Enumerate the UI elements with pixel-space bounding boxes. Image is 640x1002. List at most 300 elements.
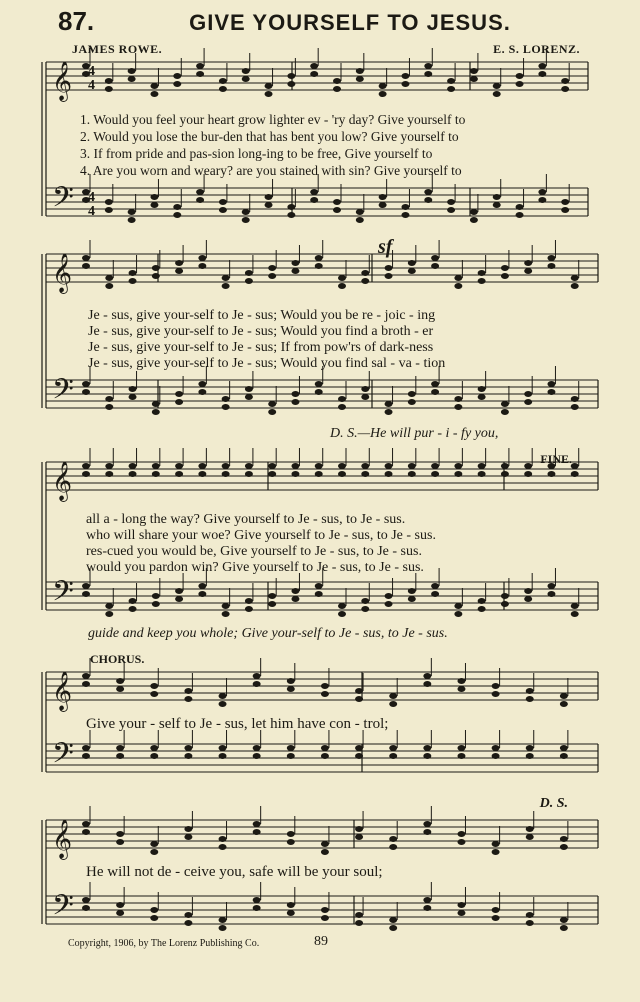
treble-note [245, 278, 253, 284]
treble-note [361, 463, 369, 469]
treble-note [478, 270, 486, 276]
bass-note [150, 907, 158, 913]
treble-note [287, 831, 295, 837]
bass-note [184, 912, 192, 918]
treble-note [242, 76, 250, 82]
bass-note [571, 603, 579, 609]
bass-note [355, 920, 363, 926]
bass-note [152, 593, 160, 599]
system3-line-2: who will share your woe? Give yourself to Je - sus, to Je - sus. [86, 528, 436, 543]
bass-clef: 𝄢 [52, 737, 74, 777]
treble-note [219, 78, 227, 84]
treble-note [222, 471, 230, 477]
treble-note [105, 283, 113, 289]
bass-note [291, 588, 299, 594]
treble-note [173, 81, 181, 87]
treble-note [560, 693, 568, 699]
bass-note [198, 583, 206, 589]
bass-note [315, 389, 323, 395]
bass-note [408, 596, 416, 602]
treble-note [198, 471, 206, 477]
bass-note [253, 745, 261, 751]
bass-note [173, 204, 181, 210]
treble-note [219, 701, 227, 707]
bass-note [287, 745, 295, 751]
bass-note [526, 753, 534, 759]
bass-note [291, 596, 299, 602]
bass-note [82, 905, 90, 911]
treble-note [538, 63, 546, 69]
bass-note [222, 404, 230, 410]
bass-note [492, 915, 500, 921]
treble-note [538, 71, 546, 77]
bass-note [431, 381, 439, 387]
bass-note [219, 199, 227, 205]
bass-note [265, 202, 273, 208]
treble-note [315, 471, 323, 477]
treble-note [338, 275, 346, 281]
bass-note [447, 199, 455, 205]
treble-note [492, 691, 500, 697]
bass-clef: 𝄢 [52, 575, 74, 615]
treble-note [571, 275, 579, 281]
treble-note [355, 834, 363, 840]
treble-note [338, 471, 346, 477]
treble-note [105, 275, 113, 281]
bass-note [478, 598, 486, 604]
bass-note [82, 583, 90, 589]
treble-note [524, 260, 532, 266]
treble-note [315, 255, 323, 261]
bass-note [129, 606, 137, 612]
treble-note [82, 829, 90, 835]
bass-note [454, 611, 462, 617]
treble-note [501, 265, 509, 271]
bass-note [408, 391, 416, 397]
bass-note [315, 583, 323, 589]
treble-note [116, 678, 124, 684]
bass-note [401, 212, 409, 218]
treble-note [105, 78, 113, 84]
treble-note [355, 696, 363, 702]
treble-note [423, 681, 431, 687]
treble-note [389, 693, 397, 699]
treble-note [184, 826, 192, 832]
bass-note [287, 212, 295, 218]
treble-note [268, 265, 276, 271]
treble-note [431, 263, 439, 269]
treble-note [173, 73, 181, 79]
bass-note [338, 404, 346, 410]
bass-note [268, 409, 276, 415]
treble-note [222, 283, 230, 289]
treble-note [129, 278, 137, 284]
treble-note [547, 263, 555, 269]
bass-note [253, 905, 261, 911]
bass-note [184, 753, 192, 759]
treble-note [361, 270, 369, 276]
bass-note [321, 907, 329, 913]
treble-note [401, 73, 409, 79]
system3-line-4: would you pardon win? Give yourself to Je - sus, to Je - sus. [86, 560, 424, 575]
treble-note [516, 81, 524, 87]
treble-note [175, 471, 183, 477]
treble-note [355, 826, 363, 832]
bass-note [219, 753, 227, 759]
bass-note [571, 396, 579, 402]
bass-note [315, 381, 323, 387]
treble-note [82, 681, 90, 687]
bass-note [526, 912, 534, 918]
bass-note [547, 389, 555, 395]
bass-note [560, 917, 568, 923]
bass-note [447, 207, 455, 213]
treble-note [408, 260, 416, 266]
bass-note [150, 202, 158, 208]
treble-note [493, 91, 501, 97]
treble-note [560, 844, 568, 850]
bass-note [338, 603, 346, 609]
bass-note [219, 925, 227, 931]
bass-note [355, 745, 363, 751]
treble-note [501, 463, 509, 469]
bass-note [478, 394, 486, 400]
treble-note [424, 63, 432, 69]
bass-note [198, 591, 206, 597]
treble-note [389, 836, 397, 842]
bass-note [150, 194, 158, 200]
bass-note [516, 204, 524, 210]
bass-note [356, 217, 364, 223]
treble-note [198, 263, 206, 269]
bass-note [105, 207, 113, 213]
treble-note [310, 71, 318, 77]
time-signature-bottom: 4 [88, 204, 95, 219]
treble-note [116, 839, 124, 845]
treble-note [447, 78, 455, 84]
treble-note [82, 471, 90, 477]
copyright-notice: Copyright, 1906, by The Lorenz Publishing Co. [68, 938, 260, 949]
bass-note [184, 745, 192, 751]
treble-note [361, 471, 369, 477]
treble-note [152, 273, 160, 279]
bass-note [571, 611, 579, 617]
treble-note [219, 86, 227, 92]
bass-note [287, 204, 295, 210]
bass-note [105, 603, 113, 609]
treble-note [268, 273, 276, 279]
treble-note [242, 68, 250, 74]
bass-note [268, 601, 276, 607]
treble-note [333, 78, 341, 84]
verse-line-1: 1. Would you feel your heart grow lighter ev - 'ry day? Give yourself to [80, 112, 466, 127]
bass-note [493, 194, 501, 200]
treble-note [524, 463, 532, 469]
bass-note [524, 596, 532, 602]
treble-note [150, 841, 158, 847]
bass-note [129, 394, 137, 400]
treble-note [287, 73, 295, 79]
treble-note [152, 463, 160, 469]
bass-note [457, 910, 465, 916]
treble-note [152, 471, 160, 477]
treble-note [333, 86, 341, 92]
treble-note [408, 471, 416, 477]
treble-note [501, 273, 509, 279]
bass-note [560, 745, 568, 751]
bass-note [454, 404, 462, 410]
bass-note [175, 596, 183, 602]
bass-note [547, 591, 555, 597]
bass-note [291, 399, 299, 405]
treble-note [196, 63, 204, 69]
bass-note [287, 910, 295, 916]
bass-note [431, 389, 439, 395]
treble-note [526, 696, 534, 702]
bass-note [524, 588, 532, 594]
treble-note [571, 283, 579, 289]
treble-note [287, 839, 295, 845]
bass-note [547, 381, 555, 387]
treble-note [492, 841, 500, 847]
treble-note [447, 86, 455, 92]
chorus-label: CHORUS. [90, 652, 145, 666]
bass-note [423, 753, 431, 759]
time-signature-top: 4 [88, 190, 95, 205]
treble-clef: 𝄞 [52, 671, 73, 711]
treble-note [385, 471, 393, 477]
bass-note [82, 389, 90, 395]
bass-note [333, 207, 341, 213]
treble-note [424, 71, 432, 77]
treble-note [184, 834, 192, 840]
treble-note [245, 471, 253, 477]
bass-note [242, 209, 250, 215]
bass-note [152, 601, 160, 607]
bass-note [116, 745, 124, 751]
time-signature-top: 4 [88, 64, 95, 79]
treble-note [128, 76, 136, 82]
bass-note [454, 603, 462, 609]
treble-note [561, 78, 569, 84]
treble-note [355, 688, 363, 694]
bass-note [457, 753, 465, 759]
bass-note [431, 591, 439, 597]
bass-note [338, 396, 346, 402]
bass-note [268, 593, 276, 599]
bass-note [253, 753, 261, 759]
verse-line-3: 3. If from pride and pas-sion long-ing to be free, Give yourself to [80, 146, 433, 161]
bass-note [423, 905, 431, 911]
bass-note [561, 207, 569, 213]
bass-note [128, 209, 136, 215]
treble-note [129, 270, 137, 276]
bass-note [385, 601, 393, 607]
treble-clef: 𝄞 [52, 253, 73, 293]
treble-note [150, 683, 158, 689]
bass-note [310, 189, 318, 195]
treble-note [291, 268, 299, 274]
treble-note [379, 83, 387, 89]
treble-note [175, 463, 183, 469]
bass-note [561, 199, 569, 205]
bass-note [571, 404, 579, 410]
treble-note [253, 673, 261, 679]
bass-note [105, 199, 113, 205]
bass-note [152, 401, 160, 407]
bass-note [310, 197, 318, 203]
treble-note [198, 463, 206, 469]
bass-note [321, 745, 329, 751]
treble-note [423, 673, 431, 679]
bass-note [389, 917, 397, 923]
bass-note [423, 897, 431, 903]
treble-clef: 𝄞 [52, 461, 73, 501]
treble-note [470, 76, 478, 82]
bass-note [82, 745, 90, 751]
bass-note [361, 598, 369, 604]
bass-note [379, 202, 387, 208]
treble-note [385, 273, 393, 279]
treble-note [175, 260, 183, 266]
treble-note [219, 836, 227, 842]
treble-note [356, 76, 364, 82]
bass-note [424, 189, 432, 195]
bass-note [198, 381, 206, 387]
verse-line-4: 4. Are you worn and weary? are you stained with sin? Give yourself to [80, 163, 462, 178]
bass-note [457, 745, 465, 751]
bass-note [219, 745, 227, 751]
bass-note [361, 394, 369, 400]
bass-note [389, 745, 397, 751]
bass-note [198, 389, 206, 395]
treble-note [315, 263, 323, 269]
bass-note [150, 753, 158, 759]
bass-note [321, 753, 329, 759]
bass-note [82, 897, 90, 903]
treble-note [82, 821, 90, 827]
bass-note [524, 399, 532, 405]
treble-note [310, 63, 318, 69]
treble-note [526, 826, 534, 832]
bass-note [538, 197, 546, 203]
treble-note [222, 275, 230, 281]
bass-note [222, 396, 230, 402]
bass-note [287, 902, 295, 908]
bass-note [516, 212, 524, 218]
system2-line-1: Je - sus, give your-self to Je - sus; Would you be re - joic - ing [88, 308, 436, 323]
treble-note [128, 68, 136, 74]
bass-note [431, 583, 439, 589]
treble-note [571, 471, 579, 477]
treble-note [547, 471, 555, 477]
bass-note [408, 399, 416, 405]
bass-note [492, 745, 500, 751]
system2-line-3: Je - sus, give your-self to Je - sus; If from pow'rs of dark-ness [88, 340, 434, 355]
treble-note [116, 686, 124, 692]
bass-note [547, 583, 555, 589]
treble-note [291, 463, 299, 469]
treble-note [560, 701, 568, 707]
bass-note [242, 217, 250, 223]
treble-clef: 𝄞 [52, 819, 73, 859]
bass-note [129, 598, 137, 604]
bass-note [560, 753, 568, 759]
bass-clef: 𝄢 [52, 373, 74, 413]
treble-note [338, 283, 346, 289]
bass-note [361, 386, 369, 392]
bass-note [408, 588, 416, 594]
bass-note [315, 591, 323, 597]
bass-note [470, 209, 478, 215]
treble-note [105, 86, 113, 92]
treble-note [385, 265, 393, 271]
bass-note [175, 391, 183, 397]
author-credit: JAMES ROWE. [72, 42, 163, 56]
bass-note [478, 606, 486, 612]
bass-note [245, 386, 253, 392]
treble-note [150, 849, 158, 855]
treble-clef: 𝄞 [52, 61, 73, 101]
treble-note [470, 68, 478, 74]
treble-note [150, 83, 158, 89]
treble-note [408, 268, 416, 274]
treble-note [526, 834, 534, 840]
bass-note [222, 611, 230, 617]
treble-note [105, 463, 113, 469]
bass-note [385, 593, 393, 599]
bass-note [526, 920, 534, 926]
treble-note [129, 463, 137, 469]
bass-note [129, 386, 137, 392]
bass-note [150, 745, 158, 751]
bass-note [222, 603, 230, 609]
bass-note [492, 753, 500, 759]
bass-note [385, 401, 393, 407]
treble-note [526, 688, 534, 694]
bass-note [338, 611, 346, 617]
treble-note [152, 265, 160, 271]
treble-note [561, 86, 569, 92]
bass-note [245, 598, 253, 604]
treble-note [385, 463, 393, 469]
treble-note [82, 263, 90, 269]
chorus-line-2: He will not de - ceive you, safe will be your soul; [86, 864, 383, 880]
treble-note [408, 463, 416, 469]
bass-note [82, 591, 90, 597]
bass-note [355, 753, 363, 759]
treble-note [291, 471, 299, 477]
bass-note [173, 212, 181, 218]
bass-note [389, 925, 397, 931]
bass-note [501, 401, 509, 407]
bass-note [389, 753, 397, 759]
treble-note [321, 683, 329, 689]
bass-note [379, 194, 387, 200]
treble-note [245, 463, 253, 469]
treble-note [516, 73, 524, 79]
bass-note [219, 917, 227, 923]
bass-note [526, 745, 534, 751]
bass-note [245, 394, 253, 400]
ds-end-label: D. S. [539, 796, 568, 811]
treble-note [82, 463, 90, 469]
treble-note [401, 81, 409, 87]
ds-text: D. S.—He will pur - i - fy you, [330, 426, 499, 441]
bass-note [268, 401, 276, 407]
treble-note [268, 471, 276, 477]
treble-note [478, 463, 486, 469]
